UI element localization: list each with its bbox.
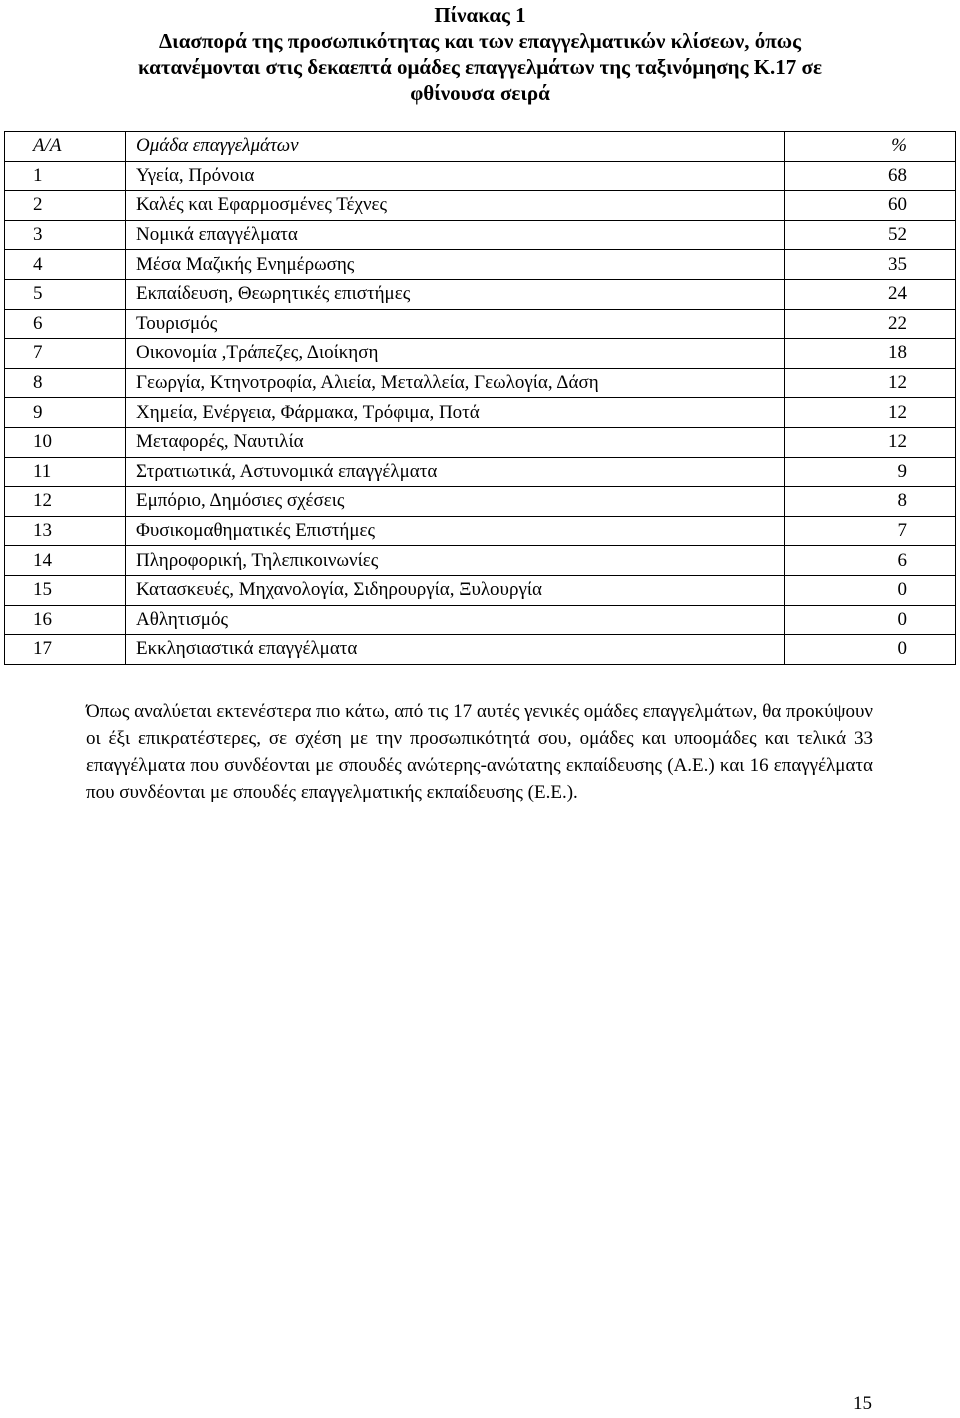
row-group: Γεωργία, Κτηνοτροφία, Αλιεία, Μεταλλεία, Γεωλογία, Δάση [126,368,785,398]
row-group: Νομικά επαγγέλματα [126,220,785,250]
row-group: Μεταφορές, Ναυτιλία [126,427,785,457]
row-group: Κατασκευές, Μηχανολογία, Σιδηρουργία, Ξυλουργία [126,575,785,605]
row-group: Καλές και Εφαρμοσμένες Τέχνες [126,191,785,221]
row-group: Εμπόριο, Δημόσιες σχέσεις [126,487,785,517]
table-row [5,279,956,309]
table-row [5,368,956,398]
row-percent: 18 [785,339,956,369]
row-group: Μέσα Μαζικής Ενημέρωσης [126,250,785,280]
row-percent: 35 [785,250,956,280]
row-number: 17 [5,635,126,665]
table-row [5,487,956,517]
row-number: 9 [5,398,126,428]
row-percent: 0 [785,605,956,635]
table-row [5,427,956,457]
occupations-table [4,131,956,665]
row-group: Χημεία, Ενέργεια, Φάρμακα, Τρόφιμα, Ποτά [126,398,785,428]
row-percent: 12 [785,368,956,398]
row-number: 1 [5,161,126,191]
row-number: 10 [5,427,126,457]
row-percent: 22 [785,309,956,339]
row-percent: 7 [785,516,956,546]
row-percent: 6 [785,546,956,576]
row-number: 16 [5,605,126,635]
header-aa: Α/Α [5,132,126,162]
row-percent: 12 [785,427,956,457]
row-group: Πληροφορική, Τηλεπικοινωνίες [126,546,785,576]
table-row [5,516,956,546]
table-row [5,546,956,576]
row-number: 2 [5,191,126,221]
row-group: Αθλητισμός [126,605,785,635]
row-number: 11 [5,457,126,487]
row-group: Εκπαίδευση, Θεωρητικές επιστήμες [126,279,785,309]
row-percent: 52 [785,220,956,250]
table-row [5,191,956,221]
row-number: 3 [5,220,126,250]
row-number: 14 [5,546,126,576]
row-number: 8 [5,368,126,398]
table-row [5,161,956,191]
row-number: 5 [5,279,126,309]
row-percent: 60 [785,191,956,221]
row-percent: 68 [785,161,956,191]
row-group: Υγεία, Πρόνοια [126,161,785,191]
table-caption-text: Διασπορά της προσωπικότητας και των επαγγελματικών κλίσεων, όπως κατανέμονται στις δεκαεπτά ομάδες επαγγελμάτων της ταξινόμησης Κ.17 σε φθίνουσα σειρά [138,29,822,105]
row-percent: 24 [785,279,956,309]
table-row [5,635,956,665]
table-row [5,339,956,369]
row-percent: 8 [785,487,956,517]
explanatory-paragraph: Όπως αναλύεται εκτενέστερα πιο κάτω, από τις 17 αυτές γενικές ομάδες επαγγελμάτων, θα προκύψουν οι έξι επικρατέστερες, σε σχέση με την προσωπικότητά σου, ομάδες και υποομάδες και τελικά 33 επαγγέλματα που συνδέονται με σπουδές ανώτερης-ανώτατης εκπαίδευσης (Α.Ε.) και 16 επαγγέλματα που συνδέονται με σπουδές επαγγελματικής εκπαίδευσης (Ε.Ε.). [86,701,873,803]
row-group: Στρατιωτικά, Αστυνομικά επαγγέλματα [126,457,785,487]
row-number: 13 [5,516,126,546]
row-group: Οικονομία ,Τράπεζες, Διοίκηση [126,339,785,369]
row-percent: 12 [785,398,956,428]
header-percent: % [785,132,956,162]
header-group: Ομάδα επαγγελμάτων [126,132,785,162]
row-percent: 0 [785,635,956,665]
row-group: Τουρισμός [126,309,785,339]
table-row [5,575,956,605]
table-caption-label: Πίνακας 1 [434,3,526,27]
row-number: 7 [5,339,126,369]
row-number: 12 [5,487,126,517]
table-row [5,250,956,280]
row-percent: 0 [785,575,956,605]
page-number: 15 [853,1393,872,1414]
table-row [5,309,956,339]
table-title [0,0,960,106]
table-row [5,398,956,428]
row-number: 15 [5,575,126,605]
row-number: 4 [5,250,126,280]
table-row [5,220,956,250]
row-number: 6 [5,309,126,339]
table-row [5,457,956,487]
table-body [5,161,956,664]
table-header-row [5,132,956,162]
row-percent: 9 [785,457,956,487]
row-group: Εκκλησιαστικά επαγγέλματα [126,635,785,665]
row-group: Φυσικομαθηματικές Επιστήμες [126,516,785,546]
table-row [5,605,956,635]
